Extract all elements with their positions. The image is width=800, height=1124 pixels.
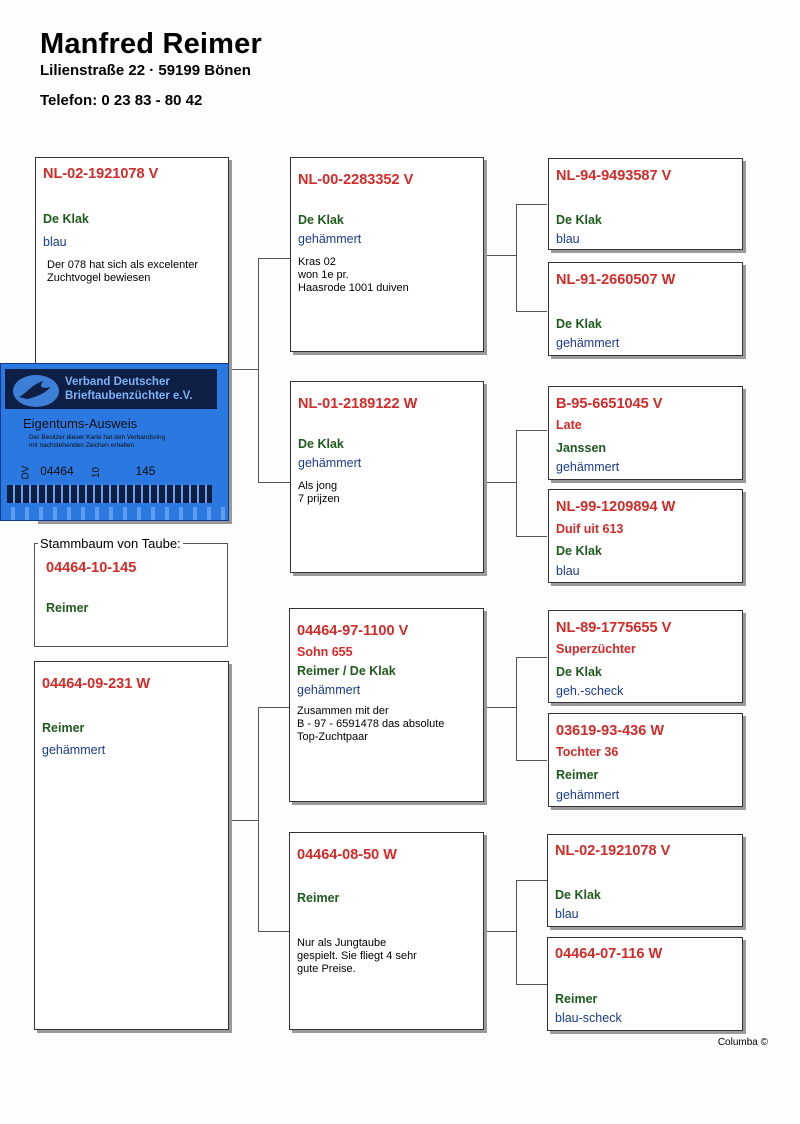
connector-line xyxy=(258,258,259,483)
ownership-card xyxy=(0,363,229,521)
card-number: 145 xyxy=(135,464,156,478)
ring-number: 04464-09-231 W xyxy=(42,676,151,692)
subject-ring-number: 04464-10-145 xyxy=(46,560,137,576)
breeder-label: De Klak xyxy=(556,213,602,227)
connector-line xyxy=(516,880,547,881)
ggp-card-mff xyxy=(548,610,743,703)
connector-line xyxy=(516,430,547,431)
pigeon-name: Tochter 36 xyxy=(556,745,619,759)
breeder-label: Reimer xyxy=(555,992,598,1006)
connector-line xyxy=(516,880,517,985)
remark-text: Als jong 7 prijzen xyxy=(298,480,340,505)
connector-line xyxy=(516,657,547,658)
card-year: 10 xyxy=(91,466,103,479)
connector-line xyxy=(258,931,290,932)
remark-text: Zusammen mit der B - 97 - 6591478 das absolute Top-Zuchtpaar xyxy=(297,705,445,743)
connector-line xyxy=(516,760,547,761)
connector-line xyxy=(516,984,547,985)
color-label: gehämmert xyxy=(556,460,620,474)
connector-line xyxy=(516,311,547,312)
ring-number: 03619-93-436 W xyxy=(556,723,665,739)
subject-breeder-label: Reimer xyxy=(46,601,89,615)
pigeon-name: Duif uit 613 xyxy=(556,522,624,536)
software-credit: Columba © xyxy=(717,1037,768,1048)
ring-number: NL-99-1209894 W xyxy=(556,499,676,515)
color-label: blau xyxy=(555,907,579,921)
color-label: geh.-scheck xyxy=(556,684,624,698)
ggp-card-mmm xyxy=(547,937,743,1031)
breeder-label: Janssen xyxy=(556,441,607,455)
ring-number: 04464-08-50 W xyxy=(297,847,397,863)
card-header-band xyxy=(5,369,217,409)
connector-line xyxy=(484,255,516,256)
ring-number: NL-89-1775655 V xyxy=(556,620,672,636)
color-label: gehämmert xyxy=(556,336,620,350)
ggp-card-ffm xyxy=(548,262,743,356)
connector-line xyxy=(229,820,259,821)
card-club: 04464 xyxy=(40,464,74,478)
color-label: gehämmert xyxy=(42,743,106,757)
ggp-card-mfm xyxy=(548,713,743,807)
remark-text: Nur als Jungtaube gespielt. Sie fliegt 4 sehr gute Preise. xyxy=(297,937,417,975)
breeder-phone: Telefon: 0 23 83 - 80 42 xyxy=(40,92,203,109)
card-ring-fields xyxy=(19,464,155,478)
pigeon-name: Superzüchter xyxy=(556,642,636,656)
connector-line xyxy=(516,536,547,537)
father-father-card xyxy=(290,157,484,352)
card-bottom-strip xyxy=(1,507,229,521)
ring-number: NL-00-2283352 V xyxy=(298,172,414,188)
ggp-card-fmm xyxy=(548,489,743,583)
pigeon-name: Late xyxy=(556,418,582,432)
card-org-line: Brieftaubenzüchter e.V. xyxy=(65,390,193,402)
connector-line xyxy=(516,204,547,205)
color-label: blau xyxy=(556,564,580,578)
father-mother-card xyxy=(290,381,484,573)
ring-number: NL-02-1921078 V xyxy=(555,843,671,859)
color-label: blau xyxy=(43,235,67,249)
breeder-label: De Klak xyxy=(298,437,344,451)
connector-line xyxy=(258,482,290,483)
ring-number: NL-94-9493587 V xyxy=(556,168,672,184)
ggp-card-fff xyxy=(548,158,743,250)
breeder-label: De Klak xyxy=(555,888,601,902)
breeder-label: De Klak xyxy=(556,665,602,679)
card-org-line: Verband Deutscher xyxy=(65,376,170,388)
connector-line xyxy=(484,931,516,932)
connector-line xyxy=(484,482,516,483)
remark-text: Kras 02 won 1e pr. Haasrode 1001 duiven xyxy=(298,256,409,294)
pedigree-label: Stammbaum von Taube: xyxy=(40,536,181,551)
connector-line xyxy=(258,258,290,259)
subject-card xyxy=(34,543,228,647)
color-label: gehämmert xyxy=(556,788,620,802)
breeder-label: Reimer xyxy=(297,891,340,905)
card-organization xyxy=(65,375,192,403)
remark-text: Der 078 hat sich als excelenter Zuchtvogel bewiesen xyxy=(47,259,199,284)
connector-line xyxy=(516,204,517,312)
ggp-card-fmf xyxy=(548,386,743,480)
color-label: blau xyxy=(556,232,580,246)
ggp-card-mmf xyxy=(547,834,743,927)
breeder-address: Lilienstraße 22 · 59199 Bönen xyxy=(40,62,251,79)
pigeon-name: Sohn 655 xyxy=(297,645,353,659)
mother-father-card xyxy=(289,608,484,802)
ring-number: NL-02-1921078 V xyxy=(43,166,159,182)
ring-number: NL-01-2189122 W xyxy=(298,396,418,412)
mother-mother-card xyxy=(289,832,484,1030)
color-label: gehämmert xyxy=(297,683,361,697)
connector-line xyxy=(229,369,259,370)
ring-number: NL-91-2660507 W xyxy=(556,272,676,288)
connector-line xyxy=(516,657,517,761)
card-country: DV xyxy=(20,465,32,480)
breeder-label: Reimer xyxy=(42,721,85,735)
card-pattern-band xyxy=(7,485,212,503)
ring-number: 04464-97-1100 V xyxy=(297,623,409,639)
ring-number: B-95-6651045 V xyxy=(556,396,663,412)
color-label: gehämmert xyxy=(298,456,362,470)
breeder-label: De Klak xyxy=(556,317,602,331)
breeder-label: Reimer xyxy=(556,768,599,782)
breeder-label: De Klak xyxy=(556,544,602,558)
card-fine-print: Der Besitzer dieser Karte hat den Verbandsring mit nachstehenden Zeichen erhalten xyxy=(29,434,166,449)
breeder-label: De Klak xyxy=(298,213,344,227)
breeder-name: Manfred Reimer xyxy=(40,28,262,60)
connector-line xyxy=(484,707,516,708)
color-label: gehämmert xyxy=(298,232,362,246)
connector-line xyxy=(258,707,259,932)
color-label: blau-scheck xyxy=(555,1011,622,1025)
dove-icon xyxy=(13,375,59,407)
breeder-label: Reimer / De Klak xyxy=(297,664,396,678)
dove-logo-icon xyxy=(13,375,59,407)
card-title: Eigentums-Ausweis xyxy=(23,416,138,431)
connector-line xyxy=(258,707,290,708)
ring-number: 04464-07-116 W xyxy=(555,946,663,962)
connector-line xyxy=(516,430,517,537)
breeder-label: De Klak xyxy=(43,212,89,226)
mother-card xyxy=(34,661,229,1030)
